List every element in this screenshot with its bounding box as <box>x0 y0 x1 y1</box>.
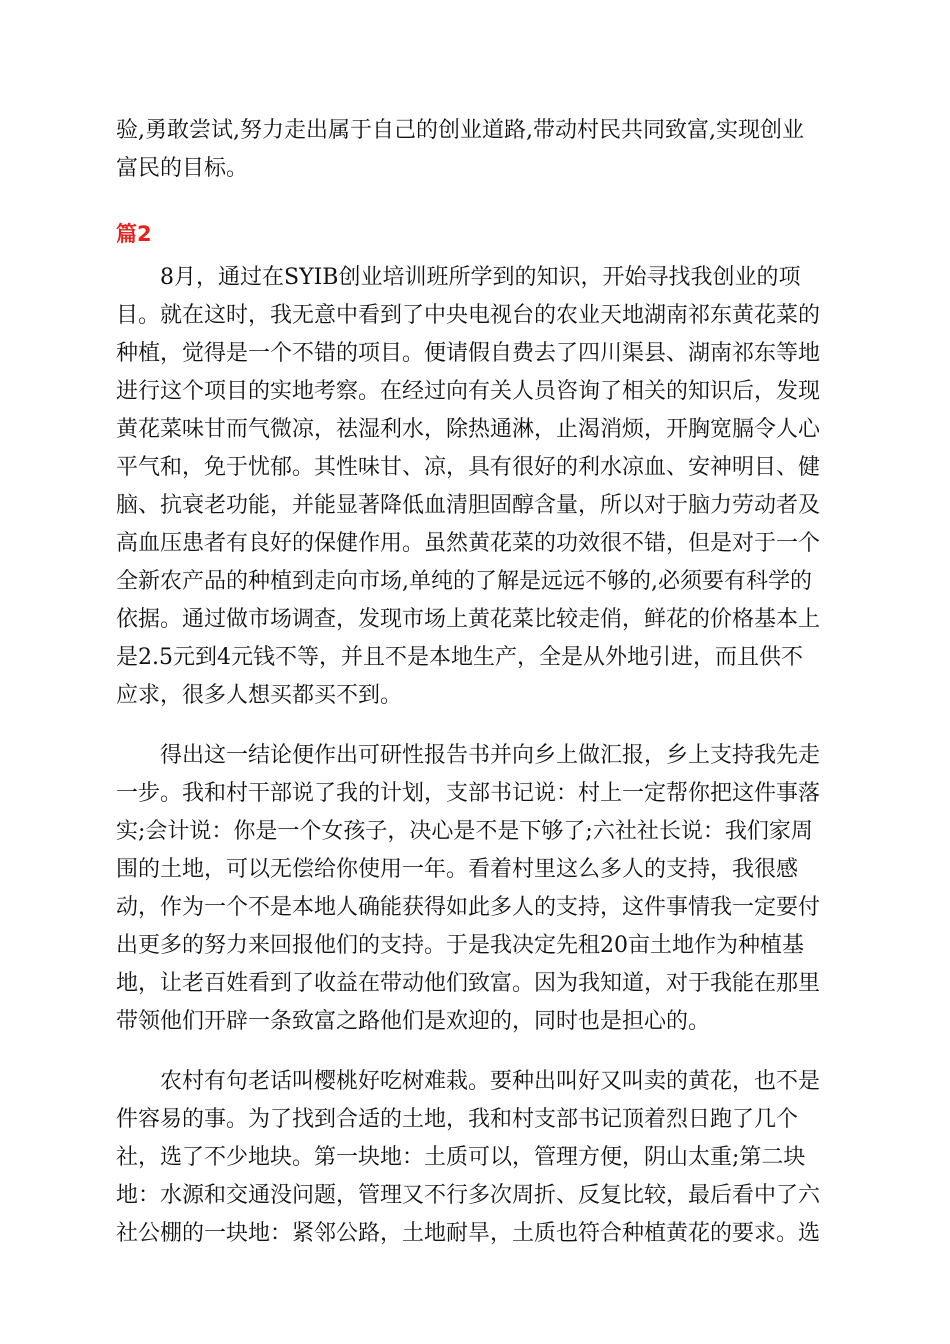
text-line: 高血压患者有良好的保健作用。虽然黄花菜的功效很不错，但是对于一个 <box>116 531 821 556</box>
text-line: 件容易的事。为了找到合适的土地，我和村支部书记顶着烈日跑了几个 <box>116 1107 799 1132</box>
text-line: 应求，很多人想买都买不到。 <box>116 683 403 708</box>
text-line: 是2.5元到4元钱不等，并且不是本地生产，全是从外地引进，而且供不 <box>116 645 803 670</box>
text-line: 验,勇敢尝试,努力走出属于自己的创业道路,带动村民共同致富,实现创业 <box>116 118 804 143</box>
paragraph-1 <box>116 259 836 715</box>
text-line: 依据。通过做市场调查，发现市场上黄花菜比较走俏，鲜花的价格基本上 <box>116 607 821 632</box>
text-line: 社，选了不少地块。第一块地：土质可以，管理方便，阴山太重;第二块 <box>116 1145 806 1170</box>
text-line: 脑、抗衰老功能，并能显著降低血清胆固醇含量，所以对于脑力劳动者及 <box>116 493 821 518</box>
text-line: 动，作为一个不是本地人确能获得如此多人的支持，这件事情我一定要付 <box>116 895 821 920</box>
text-line: 围的土地，可以无偿给你使用一年。看着村里这么多人的支持，我很感 <box>116 857 799 882</box>
text-line: 种植，觉得是一个不错的项目。便请假自费去了四川渠县、湖南祁东等地 <box>116 341 821 366</box>
text-line: 社公棚的一块地：紧邻公路，土地耐旱，土质也符合种植黄花的要求。选 <box>116 1221 821 1246</box>
document-page <box>116 112 836 1275</box>
text-line: 得出这一结论便作出可研性报告书并向乡上做汇报，乡上支持我先走 <box>116 743 821 768</box>
paragraph-3 <box>116 1063 836 1253</box>
text-line: 实;会计说：你是一个女孩子，决心是不是下够了;六社社长说：我们家周 <box>116 819 813 844</box>
text-line: 带领他们开辟一条致富之路他们是欢迎的，同时也是担心的。 <box>116 1009 711 1034</box>
paragraph-2 <box>116 737 836 1041</box>
text-line: 农村有句老话叫樱桃好吃树难栽。要种出叫好又叫卖的黄花，也不是 <box>116 1069 821 1094</box>
text-line: 平气和，免于忧郁。其性味甘、凉，具有很好的利水凉血、安神明目、健 <box>116 455 821 480</box>
text-line: 地：水源和交通没问题，管理又不行多次周折、反复比较，最后看中了六 <box>116 1183 821 1208</box>
text-line: 出更多的努力来回报他们的支持。于是我决定先租20亩土地作为种植基 <box>116 933 804 958</box>
text-line: 目。就在这时，我无意中看到了中央电视台的农业天地湖南祁东黄花菜的 <box>116 303 821 328</box>
text-line: 进行这个项目的实地考察。在经过向有关人员咨询了相关的知识后，发现 <box>116 379 821 404</box>
intro-paragraph <box>116 112 836 188</box>
text-line: 一步。我和村干部说了我的计划，支部书记说：村上一定帮你把这件事落 <box>116 781 821 806</box>
text-line: 黄花菜味甘而气微凉，祛湿利水，除热通淋，止渴消烦，开胸宽膈令人心 <box>116 417 821 442</box>
text-line: 地，让老百姓看到了收益在带动他们致富。因为我知道，对于我能在那里 <box>116 971 821 996</box>
text-line: 富民的目标。 <box>116 156 249 181</box>
text-line: 8月，通过在SYIB创业培训班所学到的知识，开始寻找我创业的项 <box>116 265 801 290</box>
text-line: 全新农产品的种植到走向市场,单纯的了解是远远不够的,必须要有科学的 <box>116 569 812 594</box>
section-heading: 篇2 <box>116 222 152 246</box>
